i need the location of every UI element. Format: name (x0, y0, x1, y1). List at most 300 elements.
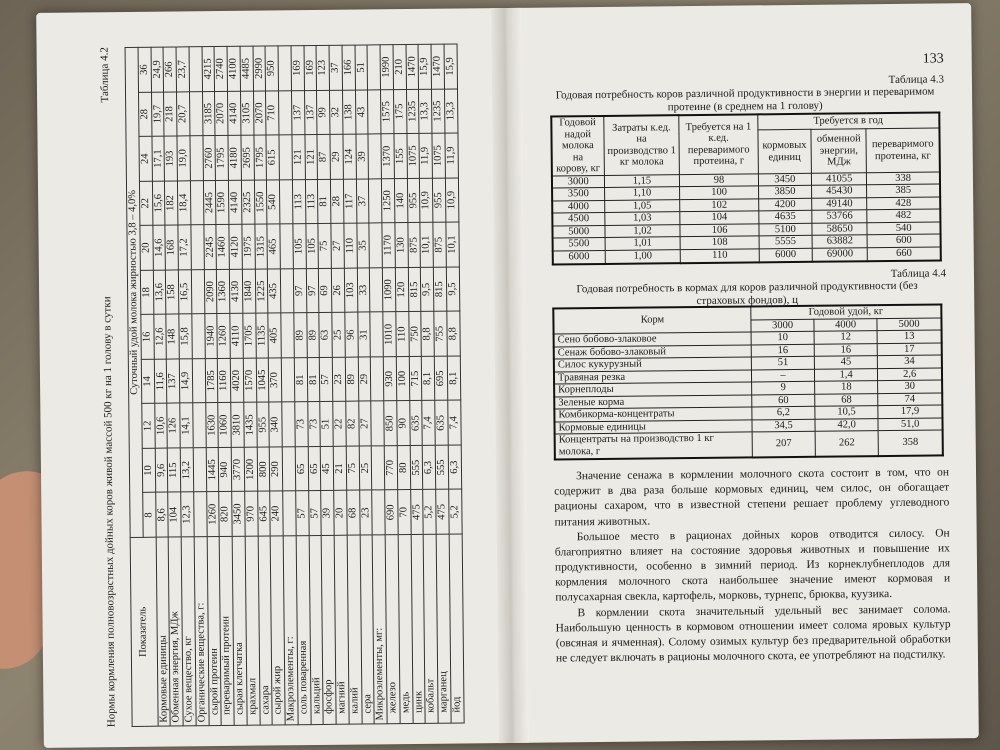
table-cell: 6,3 (448, 445, 461, 490)
table-cell: – (751, 369, 814, 382)
table-cell: 2070 (215, 91, 228, 136)
table-cell: 30 (878, 380, 942, 393)
feed-label: Зеленые корма (554, 395, 752, 410)
table-cell: 1075 (432, 133, 445, 178)
table-cell: 123 (316, 45, 329, 90)
row-label: Обменная энергия, МДж (168, 537, 183, 726)
table-cell (279, 135, 292, 180)
table-cell: 540 (867, 222, 940, 235)
table-cell: 45 (320, 446, 333, 491)
table-cell: 51 (355, 45, 368, 90)
table-cell: 69 (319, 268, 332, 313)
table-cell: 25 (332, 313, 345, 358)
row-label: медь (398, 535, 413, 724)
table-cell: 16 (814, 343, 877, 356)
row-label: йод (449, 534, 464, 723)
table-cell (193, 403, 206, 448)
table-cell: 405 (268, 313, 281, 358)
table-cell: 4110 (230, 314, 243, 359)
table-cell: 875 (407, 223, 420, 268)
table-cell: 17,9 (878, 405, 942, 418)
table-cell: 10,9 (445, 178, 458, 223)
table-cell: 955 (432, 178, 445, 223)
table-cell: 32 (330, 90, 343, 135)
table-cell: 13,2 (180, 448, 193, 493)
table-cell: 1160 (218, 358, 231, 403)
rotated-table (97, 43, 494, 727)
table-cell: 11,9 (445, 133, 458, 178)
table-cell: 80 (397, 445, 410, 490)
table-cell: 43 (355, 90, 368, 135)
table-cell: 950 (265, 46, 278, 91)
row-label: Сухое вещество, кг (181, 537, 196, 726)
table-cell: 121 (292, 135, 305, 180)
table-cell (189, 47, 202, 92)
table-cell: 100 (396, 356, 409, 401)
table-cell: 555 (410, 445, 423, 490)
t43-feu-header: кормовых единиц (758, 130, 812, 174)
feed-label: Сенаж бобово-злаковый (554, 345, 752, 360)
table-cell: 4215 (202, 47, 215, 92)
table-cell: 1,02 (604, 225, 680, 238)
table-cell: 290 (269, 447, 282, 492)
table-cell: 435 (268, 269, 281, 314)
table-cell: 715 (409, 356, 422, 401)
table-cell: 45430 (812, 185, 867, 198)
table-cell: 710 (266, 91, 279, 136)
table-cell: 240 (270, 491, 283, 536)
table-cell: 57 (308, 491, 321, 536)
table-cell: 9,5 (421, 267, 434, 312)
yield-column-header: 16 (141, 315, 154, 360)
table-cell: 540 (267, 180, 280, 225)
table-cell: 126 (167, 403, 180, 448)
table-cell: 465 (267, 224, 280, 269)
table-cell: 18 (815, 381, 878, 394)
table-cell: 26 (331, 268, 344, 313)
table-cell: 27 (331, 223, 344, 268)
row-label: калий (347, 535, 362, 724)
t43-cost-header: Затраты к.ед. на производство 1 кг молока (603, 115, 680, 175)
yield-column-header: 4000 (814, 318, 877, 331)
table44-label: Таблица 4.4 (890, 267, 947, 280)
row-label: марганец (436, 534, 451, 723)
table-cell: 5,2 (448, 489, 461, 534)
yield-column-header: 3000 (751, 319, 814, 332)
table-cell: 120 (395, 267, 408, 312)
t43-yield-header: Годовой надой молока на корову, кг (551, 116, 604, 176)
table-cell: 1135 (255, 313, 268, 358)
table-cell (190, 136, 203, 181)
table-cell: 96 (345, 312, 358, 357)
table-cell: 1360 (217, 269, 230, 314)
table-cell: 100 (680, 186, 758, 199)
table-cell: 140 (394, 178, 407, 223)
table-cell: 10,5 (815, 406, 878, 419)
table-cell: 15,6 (152, 181, 165, 226)
body-text (554, 465, 951, 666)
table-cell: 820 (219, 492, 232, 537)
table-cell: 6000 (759, 248, 813, 262)
table-cell: 475 (410, 490, 423, 535)
feed-label: Кормовые единицы (554, 420, 752, 435)
yield-column-header: 18 (140, 270, 153, 315)
table-cell: 370 (269, 358, 282, 403)
table-cell: 1470 (406, 44, 419, 89)
table-cell: 10,1 (446, 222, 459, 267)
table-cell: 75 (318, 224, 331, 269)
table-cell: 930 (383, 357, 396, 402)
table-cell: 108 (680, 236, 758, 249)
table-cell: 73 (307, 402, 320, 447)
table-cell: 97 (293, 268, 306, 313)
table-cell: 1,03 (604, 212, 680, 225)
row-label: Макроэлементы, г: (283, 536, 298, 725)
table-cell: 1570 (243, 358, 256, 403)
table-cell: 1260 (217, 314, 230, 359)
table-cell: 137 (167, 359, 180, 404)
table-cell (278, 46, 291, 91)
table-cell: 121 (304, 135, 317, 180)
table-cell: 8,1 (422, 356, 435, 401)
table-cell: 29 (330, 134, 343, 179)
table-cell: 1,4 (815, 368, 878, 381)
table-cell: 42,0 (815, 419, 878, 432)
table-cell: 34 (878, 355, 942, 368)
table-cell: 482 (867, 209, 940, 222)
table-cell: 33 (357, 268, 370, 313)
table-cell (369, 223, 382, 268)
row-label: сырая клетчатка (232, 536, 247, 725)
paragraph: Большое место в рационах дойных коров отводится силосу. Он благоприятно влияет на состояние здоровья животных и повышение их продуктивности, особенно в зимний период. Из корнеклубнеплодов для кормления молочного скота наибольшее значение имеют кормовая и полусахарная свекла, картофель, морковь, турнепс, брюква, куузика. (554, 527, 951, 604)
table-cell: 218 (164, 92, 177, 137)
table-cell: 14,9 (179, 359, 192, 404)
table-cell (193, 492, 206, 537)
row-label: магний (334, 535, 349, 724)
table-cell: 14,1 (180, 403, 193, 448)
table-cell: 645 (257, 491, 270, 536)
table-cell: 87 (317, 135, 330, 180)
table-cell: 65 (308, 446, 321, 491)
table-cell: 110 (396, 312, 409, 357)
feed-label: Сено бобово-злаковое (554, 332, 752, 347)
table-cell: 103 (344, 268, 357, 313)
row-label: сырой жир (270, 536, 285, 725)
table-cell: 1370 (381, 134, 394, 179)
table-cell: 9 (752, 382, 815, 395)
table-cell: 1550 (254, 180, 267, 225)
row-label: железо (385, 535, 400, 724)
table-cell: 82 (346, 401, 359, 446)
table44-caption: Годовая потребность в кормах для коров различной продуктивности (без страховых фондов), ц (576, 279, 918, 307)
table-cell: 68 (346, 491, 359, 536)
table-cell: 3770 (231, 447, 244, 492)
table-cell: 12,3 (181, 492, 194, 537)
row-label: сера (360, 535, 375, 724)
table-cell: 1250 (381, 178, 394, 223)
t43-dp-header: переваримого протеина, кг (866, 128, 940, 172)
table-cell: 8,8 (447, 311, 460, 356)
rotated-table-area (97, 43, 494, 727)
table-cell: 90 (397, 401, 410, 446)
table-cell (191, 269, 204, 314)
indicator-header: Показатель (130, 537, 157, 726)
table-cell: 137 (304, 90, 317, 135)
yield-column-header: 36 (138, 47, 151, 92)
table-cell: 28 (330, 179, 343, 224)
table-cell: 13,3 (419, 89, 432, 134)
table-cell: 99 (317, 90, 330, 135)
table-cell: 955 (256, 402, 269, 447)
table-cell: 51,0 (878, 418, 942, 431)
table-cell: 60 (752, 394, 815, 407)
table-cell: 1590 (216, 180, 229, 225)
table-cell: 1575 (380, 89, 393, 134)
table-cell (281, 313, 294, 358)
table-cell (281, 358, 294, 403)
row-label: соль поваренная (296, 536, 311, 725)
table-cell: 2090 (204, 269, 217, 314)
table-cell: 193 (164, 136, 177, 181)
table-cell: 970 (244, 492, 257, 537)
table-cell: 14,6 (152, 225, 165, 270)
table-cell: 6,2 (752, 407, 815, 420)
table-cell: 89 (306, 313, 319, 358)
table44 (552, 303, 944, 460)
table-cell: 555 (435, 445, 448, 490)
table-cell: 1,15 (604, 174, 680, 187)
table-cell (283, 491, 296, 536)
table-cell: 39 (355, 134, 368, 179)
feed-label: Корнеплоды (554, 382, 752, 397)
table-row (555, 430, 943, 459)
table-cell: 1260 (206, 492, 219, 537)
table-cell: 16 (751, 344, 814, 357)
table-cell: 148 (166, 314, 179, 359)
table-cell: 13,6 (153, 270, 166, 315)
table-cell: 15,9 (444, 44, 457, 89)
table-cell: 18,4 (177, 181, 190, 226)
table-cell: 428 (867, 197, 940, 210)
table-cell: 29 (358, 357, 371, 402)
table-cell: 81 (307, 357, 320, 402)
t43-protein-header: Требуется на 1 к.ед. переваримого протеина, г (679, 114, 758, 174)
table-cell: 1170 (382, 223, 395, 268)
table-cell: 800 (257, 447, 270, 492)
table-cell (280, 224, 293, 269)
table-cell: 358 (878, 430, 943, 455)
table-cell: 73 (295, 402, 308, 447)
table-cell: 11,9 (419, 133, 432, 178)
table-cell: 97 (306, 268, 319, 313)
table-cell: 2325 (241, 180, 254, 225)
left-page (46, 8, 499, 748)
table-cell: 68 (815, 393, 878, 406)
table-cell: 31 (357, 312, 370, 357)
table-cell: 37 (356, 179, 369, 224)
table-cell: 615 (266, 135, 279, 180)
table-cell: 6,3 (422, 445, 435, 490)
table-cell (279, 90, 292, 135)
table-cell: 13 (877, 330, 941, 343)
table-cell: 338 (867, 172, 940, 185)
table-cell: 57 (320, 357, 333, 402)
table-cell (368, 90, 381, 135)
table-cell: 8,6 (155, 493, 168, 538)
table-cell: 113 (292, 179, 305, 224)
table-cell: 3450 (758, 173, 812, 186)
table-cell: 124 (343, 134, 356, 179)
table-cell: 7,4 (422, 401, 435, 446)
feed-label: Силос кукурузный (554, 357, 752, 372)
table-cell: 2445 (203, 180, 216, 225)
table-cell: 4180 (228, 135, 241, 180)
page-number: 133 (922, 51, 944, 67)
table-cell: 117 (343, 179, 356, 224)
table-cell: 4485 (240, 46, 253, 91)
table-cell: 3850 (758, 186, 812, 199)
table-cell: 98 (680, 174, 758, 187)
table-cell: 39 (321, 491, 334, 536)
table-cell: 4635 (758, 211, 812, 224)
table-cell: 1,10 (604, 187, 680, 200)
table-cell: 106 (680, 224, 758, 237)
table-cell: 955 (407, 178, 420, 223)
table-cell: 5555 (759, 236, 813, 249)
table-cell: 41055 (811, 172, 866, 185)
row-label: сырой протеин (207, 537, 222, 726)
table-cell: 9,6 (155, 448, 168, 493)
table-cell: 166 (342, 45, 355, 90)
row-label: Микроэлементы, мг: (372, 535, 387, 724)
table-cell: 385 (867, 184, 940, 197)
table-title: Нормы кормления полновозрастных дойных коров живой массой 500 кг на 1 голову в сутки (101, 296, 118, 728)
row-label: крахмал (245, 536, 260, 725)
table-cell: 3500 (552, 188, 604, 201)
table-cell: 69000 (812, 248, 867, 262)
table-cell: 10 (751, 331, 814, 344)
table-cell: 7,4 (448, 400, 461, 445)
table-cell: 207 (752, 432, 815, 457)
table-cell (191, 225, 204, 270)
table-cell: 130 (395, 223, 408, 268)
table-cell: 475 (436, 490, 449, 535)
table-cell: 10,9 (420, 178, 433, 223)
table-cell: 110 (344, 223, 357, 268)
table-cell: 102 (680, 199, 758, 212)
table43 (550, 111, 942, 265)
yield-column-header: 28 (138, 92, 151, 137)
table-cell: 1315 (254, 224, 267, 269)
feed-label: Травяная резка (554, 370, 752, 385)
table-number: Таблица 4.2 (98, 47, 112, 103)
table-cell: 340 (269, 402, 282, 447)
table-cell: 25 (359, 446, 372, 491)
table-cell: 23 (359, 490, 372, 535)
table-cell: 158 (166, 270, 179, 315)
table-cell (192, 359, 205, 404)
table-cell: 11,6 (154, 359, 167, 404)
table-cell: 10,6 (154, 403, 167, 448)
table-cell: 17,2 (178, 225, 191, 270)
table-cell: 51 (320, 402, 333, 447)
table-cell: 3810 (231, 403, 244, 448)
table-cell: 1,05 (604, 200, 680, 213)
table-cell: 23,7 (176, 47, 189, 92)
table-cell: 12,6 (153, 314, 166, 359)
table-cell: 660 (868, 247, 941, 261)
table-cell: 12 (814, 331, 877, 344)
table-cell: 58650 (812, 223, 867, 236)
table-cell: 210 (393, 45, 406, 90)
table-cell: 1795 (215, 136, 228, 181)
table-cell: 690 (385, 490, 398, 535)
row-label: цинк (411, 534, 426, 723)
yield-column-header: 10 (142, 448, 155, 493)
table-cell: 3450 (232, 492, 245, 537)
table-cell: 89 (294, 313, 307, 358)
row-label: сахара (258, 536, 273, 725)
table-cell: 104 (168, 492, 181, 537)
table-cell: 17 (877, 343, 941, 356)
table-cell: 815 (433, 267, 446, 312)
t43-energy-header: обменной энергии, МДж (811, 129, 867, 173)
table-cell: 70 (397, 490, 410, 535)
table-cell: 4020 (230, 358, 243, 403)
table-cell: 635 (435, 401, 448, 446)
table-cell: 21 (333, 446, 346, 491)
table43-caption: Годовая потребность коров различной продуктивности в энергии и переваримом протеине (в среднем на 1 голову) (555, 85, 935, 113)
table-cell: 4130 (229, 269, 242, 314)
t44-feed-header: Корм (553, 306, 751, 334)
row-label: фосфор (321, 535, 336, 724)
table-cell: 5100 (759, 223, 813, 236)
table-cell: 1990 (380, 45, 393, 90)
table-cell: 10,1 (420, 223, 433, 268)
table-cell: 4100 (227, 46, 240, 91)
table-cell: 4140 (228, 91, 241, 136)
table-cell: 63 (319, 313, 332, 358)
table-cell: 19,0 (177, 136, 190, 181)
table-cell: 20,7 (177, 92, 190, 137)
table-cell: 1840 (242, 269, 255, 314)
row-label: Кормовые единицы (156, 537, 171, 726)
table-cell: 138 (342, 90, 355, 135)
table-cell: 34,5 (752, 419, 815, 432)
table-cell: 81 (318, 179, 331, 224)
open-book (36, 3, 979, 748)
table-cell: 169 (304, 45, 317, 90)
table-cell: 815 (408, 267, 421, 312)
table-cell: 1075 (406, 134, 419, 179)
table-cell (371, 446, 384, 491)
table-cell: 115 (167, 448, 180, 493)
table-cell: 35 (356, 223, 369, 268)
table-cell: 23 (332, 357, 345, 402)
yield-column-header: 8 (142, 493, 155, 538)
table-cell: 1705 (243, 313, 256, 358)
table-cell: 113 (305, 179, 318, 224)
t44-yield-header: Годовой удой, кг (751, 304, 942, 319)
table-cell: 1470 (431, 44, 444, 89)
table-cell: 1435 (244, 403, 257, 448)
yield-column-header: 5000 (877, 317, 941, 330)
table-cell: 8,1 (447, 356, 460, 401)
table-cell (370, 312, 383, 357)
table-cell: 137 (291, 90, 304, 135)
yield-group-header: Суточный удой молока жирностью 3,8 – 4,0% (125, 47, 143, 537)
table-cell: 600 (867, 234, 940, 247)
